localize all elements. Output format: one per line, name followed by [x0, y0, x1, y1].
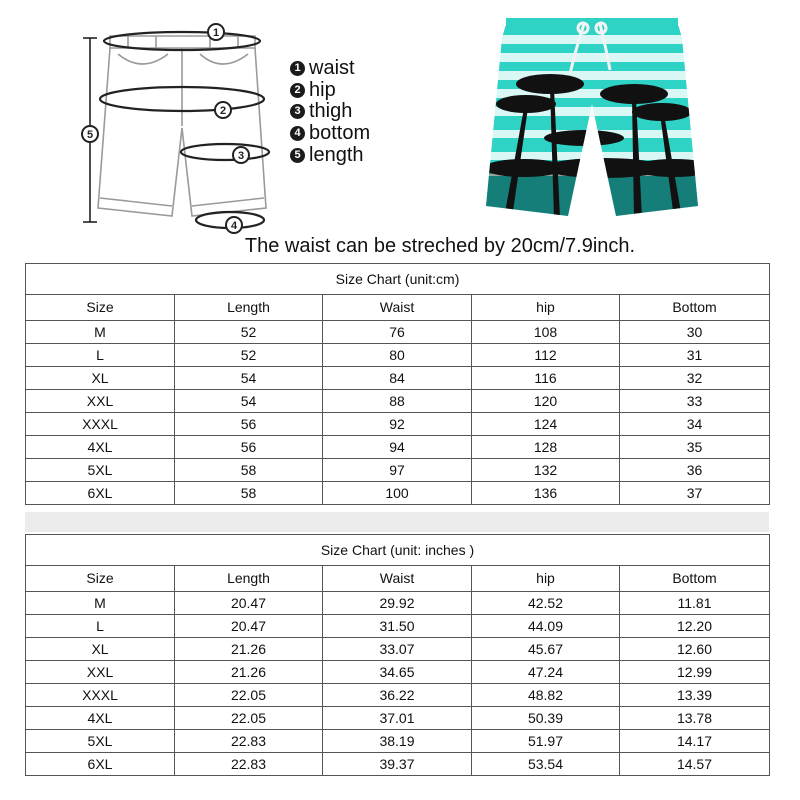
cell-size: XXL: [26, 661, 175, 684]
measurement-diagram: [70, 8, 320, 240]
header-waist: Waist: [323, 566, 472, 592]
table-row: [26, 459, 770, 482]
size-chart-inches-header-row: [26, 566, 770, 592]
size-chart-inches-caption: Size Chart (unit: inches ): [26, 535, 770, 566]
legend-item-thigh: [290, 101, 430, 123]
badge-2-label: 2: [219, 105, 227, 117]
cell-hip: 45.67: [472, 638, 620, 661]
cell-length: 21.26: [175, 638, 323, 661]
cell-bottom: 37: [620, 482, 770, 505]
product-photo: [484, 18, 700, 220]
cell-bottom: 13.78: [620, 707, 770, 730]
legend-label-thigh: thigh: [309, 100, 353, 123]
table-row: [26, 684, 770, 707]
table-row: [26, 707, 770, 730]
cell-size: 6XL: [26, 482, 175, 505]
cell-length: 54: [175, 390, 323, 413]
badge-5-label: 5: [86, 129, 94, 141]
cell-hip: 47.24: [472, 661, 620, 684]
number-5-icon: 5: [290, 148, 305, 163]
legend-label-waist: waist: [309, 57, 355, 80]
cell-bottom: 35: [620, 436, 770, 459]
cell-bottom: 12.20: [620, 615, 770, 638]
cell-length: 56: [175, 436, 323, 459]
header-hip: hip: [472, 295, 620, 321]
cell-waist: 34.65: [323, 661, 472, 684]
cell-hip: 50.39: [472, 707, 620, 730]
cell-hip: 44.09: [472, 615, 620, 638]
table-row: [26, 413, 770, 436]
cell-waist: 29.92: [323, 592, 472, 615]
cell-waist: 36.22: [323, 684, 472, 707]
waist-stretch-note: The waist can be streched by 20cm/7.9inch.: [244, 235, 636, 257]
cell-size: M: [26, 321, 175, 344]
cell-waist: 38.19: [323, 730, 472, 753]
cell-size: XXL: [26, 390, 175, 413]
header-size: Size: [26, 295, 175, 321]
cell-length: 54: [175, 367, 323, 390]
cell-waist: 94: [323, 436, 472, 459]
cell-size: 4XL: [26, 707, 175, 730]
cell-length: 20.47: [175, 592, 323, 615]
cell-waist: 84: [323, 367, 472, 390]
cell-waist: 33.07: [323, 638, 472, 661]
cell-length: 52: [175, 321, 323, 344]
table-row: [26, 615, 770, 638]
cell-length: 22.83: [175, 730, 323, 753]
cell-hip: 136: [472, 482, 620, 505]
cell-hip: 132: [472, 459, 620, 482]
cell-length: 20.47: [175, 615, 323, 638]
cell-bottom: 30: [620, 321, 770, 344]
cell-size: 5XL: [26, 459, 175, 482]
cell-hip: 108: [472, 321, 620, 344]
number-4-icon: 4: [290, 126, 305, 141]
legend-item-waist: [290, 58, 430, 80]
cell-hip: 124: [472, 413, 620, 436]
table-row: [26, 730, 770, 753]
cell-length: 22.05: [175, 684, 323, 707]
cell-size: XXXL: [26, 413, 175, 436]
cell-bottom: 31: [620, 344, 770, 367]
size-chart-cm: [25, 263, 770, 505]
cell-bottom: 12.60: [620, 638, 770, 661]
cell-hip: 128: [472, 436, 620, 459]
cell-size: XXXL: [26, 684, 175, 707]
size-chart-cm-caption: Size Chart (unit:cm): [26, 264, 770, 295]
legend-label-hip: hip: [309, 78, 336, 101]
shorts-outline: [98, 36, 266, 216]
cell-size: L: [26, 615, 175, 638]
size-chart-inches: [25, 534, 770, 776]
cell-waist: 92: [323, 413, 472, 436]
header-length: Length: [175, 566, 323, 592]
table-row: [26, 753, 770, 776]
cell-hip: 51.97: [472, 730, 620, 753]
cell-size: 4XL: [26, 436, 175, 459]
cell-hip: 116: [472, 367, 620, 390]
header-hip: hip: [472, 566, 620, 592]
header-size: Size: [26, 566, 175, 592]
table-row: [26, 638, 770, 661]
badge-3-label: 3: [237, 150, 245, 162]
table-row: [26, 436, 770, 459]
number-1-icon: 1: [290, 61, 305, 76]
cell-bottom: 12.99: [620, 661, 770, 684]
cell-waist: 80: [323, 344, 472, 367]
measurement-legend: [290, 58, 430, 166]
cell-waist: 39.37: [323, 753, 472, 776]
header-bottom: Bottom: [620, 566, 770, 592]
size-chart-inches-body: [26, 535, 770, 776]
size-chart-cm-header-row: [26, 295, 770, 321]
cell-waist: 76: [323, 321, 472, 344]
cell-bottom: 33: [620, 390, 770, 413]
cell-hip: 120: [472, 390, 620, 413]
cell-bottom: 14.17: [620, 730, 770, 753]
cell-length: 56: [175, 413, 323, 436]
palm-print-shorts-image: [484, 18, 700, 220]
cell-bottom: 14.57: [620, 753, 770, 776]
cell-hip: 42.52: [472, 592, 620, 615]
table-row: [26, 321, 770, 344]
header-length: Length: [175, 295, 323, 321]
cell-bottom: 32: [620, 367, 770, 390]
cell-waist: 37.01: [323, 707, 472, 730]
cell-size: M: [26, 592, 175, 615]
cell-waist: 31.50: [323, 615, 472, 638]
number-2-icon: 2: [290, 83, 305, 98]
measure-lines: [100, 32, 269, 228]
cell-waist: 97: [323, 459, 472, 482]
cell-bottom: 13.39: [620, 684, 770, 707]
cell-size: 5XL: [26, 730, 175, 753]
cell-size: L: [26, 344, 175, 367]
waistband: [506, 18, 678, 26]
cell-bottom: 36: [620, 459, 770, 482]
cell-length: 58: [175, 459, 323, 482]
table-separator: [25, 512, 769, 532]
cell-length: 22.05: [175, 707, 323, 730]
badge-4-label: 4: [230, 220, 238, 232]
table-row: [26, 482, 770, 505]
cell-hip: 112: [472, 344, 620, 367]
legend-item-hip: [290, 80, 430, 102]
cell-waist: 88: [323, 390, 472, 413]
legend-label-bottom: bottom: [309, 122, 371, 145]
shorts-outline-drawing: [70, 8, 320, 240]
table-row: [26, 390, 770, 413]
legend-label-length: length: [309, 143, 364, 166]
legend-item-length: [290, 144, 430, 166]
table-row: [26, 367, 770, 390]
size-chart-cm-body: [26, 264, 770, 505]
table-row: [26, 344, 770, 367]
cell-length: 58: [175, 482, 323, 505]
cell-length: 21.26: [175, 661, 323, 684]
cell-bottom: 34: [620, 413, 770, 436]
cell-waist: 100: [323, 482, 472, 505]
cell-length: 52: [175, 344, 323, 367]
table-row: [26, 661, 770, 684]
badge-1-label: 1: [212, 27, 220, 39]
header-waist: Waist: [323, 295, 472, 321]
cell-size: XL: [26, 638, 175, 661]
cell-size: XL: [26, 367, 175, 390]
cell-hip: 48.82: [472, 684, 620, 707]
header-bottom: Bottom: [620, 295, 770, 321]
cell-length: 22.83: [175, 753, 323, 776]
table-row: [26, 592, 770, 615]
cell-bottom: 11.81: [620, 592, 770, 615]
cell-size: 6XL: [26, 753, 175, 776]
legend-item-bottom: [290, 123, 430, 145]
number-3-icon: 3: [290, 104, 305, 119]
cell-hip: 53.54: [472, 753, 620, 776]
